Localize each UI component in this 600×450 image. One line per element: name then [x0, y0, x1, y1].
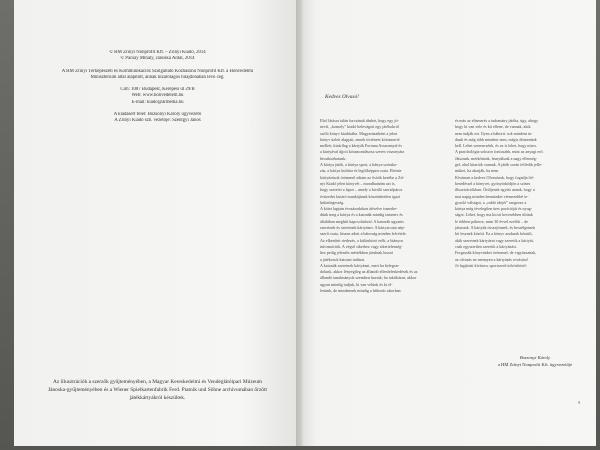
body-text-line: kit lesznek között. Ez a könyv azoknak készült, [455, 231, 533, 237]
body-text-line: Jó lapjárást kívánva, sportszerű üdvözlettel: [455, 262, 527, 268]
body-text-line: lenünk, de mindennek mindig a háborús sátorban [320, 288, 401, 294]
body-text-line: le többen pókerre, mint 30 évvel ezelőtt – de [455, 218, 529, 224]
body-text-line: ságot. Lehet, hogy ma kicsit kevesebben ültünk [455, 212, 533, 218]
body-text-line: gyaxló válságot, a „rabló idejét” szegezze a [455, 199, 527, 205]
body-text-line: információk. A végső sikerhez vagy sikertelenség- [320, 243, 403, 249]
body-text-line: nevű, „komoly” kiadó belevágott egy játékokról [320, 124, 399, 130]
body-text-line: és más az elismerés a tudomány játéka, úgy, ahogy [455, 118, 539, 123]
body-text-line: dünk meg a kártya és a katonák mindig izmentv és [320, 212, 403, 218]
imprint-line: Cím: 1087 Budapest, Kerepesi út 29/B [120, 87, 195, 93]
body-text-line: évtizedes kutató munkájának köszönhetően igazi [320, 193, 401, 199]
book-gutter [296, 0, 303, 446]
body-text-line: akik szeretnek kártyázni vagy szeretik a kártyát, [455, 237, 534, 243]
body-text-line: szerű csata, hiszen adott a bátorság minden felvétele. [320, 231, 407, 237]
body-text-line: különlegesség. [320, 199, 345, 205]
body-text-line: hivatkozhatunk. [320, 155, 347, 161]
body-text-line: kesedéssel a könyvet, gyönyörködjön a színes [455, 180, 531, 186]
signature-name: Bozsonyi Károly [519, 355, 551, 360]
body-text-line: szóló könyv kiadásába. Magyarázatként a jelen [320, 130, 398, 136]
body-text-line: Játszunk, mérkőzünk, lesnyúlunk a nagy ellenség- [455, 155, 538, 161]
body-text-line: csak egyszerűen szeretik a kártyázást. [455, 243, 517, 249]
body-text-line: a játékosok katonai tudásai. [320, 256, 366, 262]
imprint-line: © HM Zrínyi Nonprofit Kft. – Zrínyi Kiadó, 2014 [109, 50, 206, 55]
body-text-line: hez pedig jelentős mértékben járulnak hozzá [320, 250, 393, 256]
imprint-line: A HM Zrínyi Térképészeti és Kommunikációs Szolgáltató Közhasznú Nonprofit Kft. a Honvédelmi [61, 68, 254, 74]
body-text-line: kell. Lehet szerencsénk, és az is lehet, hogy nincs. [455, 143, 538, 149]
body-text-line: kártya még tévelegően üres pozícióját és nyug- [455, 206, 533, 212]
text-column-left [320, 118, 442, 294]
body-text-line: müket, ha akarják, ha nem. [455, 168, 500, 174]
imprint-line: Minisztérium által alapított, annak kizárólagos tulajdonában lévő cég. [90, 74, 225, 80]
body-text-line: könyv üzleti alapjait, ennek története közismerté [320, 136, 400, 142]
caption-line: játékkártyákról készültek. [129, 394, 186, 401]
imprint-line: Web: www.honvedelem.hu [131, 93, 184, 99]
signature-title: a HM Zrínyi Nonprofit Kft. ügyvezetője [497, 362, 573, 367]
body-text-line: hogy szeretet a lapot – amely a kiváló szerzőpáros [320, 187, 403, 193]
body-text-line: általában meghitt kapcsolatával. A katonák ugyanis [320, 218, 404, 224]
body-text-line: A kötet lapjain évszázadokon átívelve ismerke- [320, 206, 398, 212]
imprint-line: © Pacsay Mihály, Jánoska Antal, 2014 [120, 56, 195, 62]
greeting-heading: Kedves Olvasó! [325, 94, 359, 100]
body-text-line: gel, ahol kitartók vannak. A játék során felfedik jelle- [455, 162, 543, 168]
text-column-right [455, 118, 577, 269]
body-text-line: állandó tanulmányok szemben hoztak; ha taktikázni, akkor [320, 275, 417, 281]
body-text-line: nyi Kiadó jelen könyvét – mondhatnám azt is, [320, 180, 396, 186]
body-text-line: A kártya játék, a kártya sport, a kártya szórako- [320, 162, 398, 168]
body-text-line: mai napig minden bennünket vérmesebbé te- [455, 193, 529, 199]
body-text-line: Az elkezdett rtedezés, a különbözö erők, a hiányos [320, 237, 404, 243]
body-text-line: ugyan mindig tudjuk, ki van velünk és ki el- [320, 281, 393, 287]
body-text-line: A pszichológia sokszor fontosabb, mint az anyagi erő. [455, 149, 544, 155]
body-text-line: nem tudják ezt. Ilyen a háború: sok mindent tu- [455, 130, 533, 136]
body-text-line: Forgassák könyvünket örömmel, de vigyázzanak, [455, 250, 537, 256]
imprint-line: A kiadásért felel: Bozsonyi Károly ügyvezető [113, 112, 202, 118]
body-text-line: játszunk. A kártyák összejönnek, és beszélgetnek [455, 225, 536, 231]
body-text-line: mellett, kisúrílag a kártyák Fortuna Asszonnyal és [320, 143, 402, 149]
body-text-line: kártyázások örömmel adtam az ősöök kezébe a Zrí- [320, 174, 405, 180]
body-text-line: hogy ki van vele és kit ellene, de vannak, akik [455, 124, 531, 130]
imprint-line: E-mail: kiado@armedia.hu [131, 99, 184, 105]
body-text-line: Kívánom a kedves Olvasónak, hogy fogadja lel- [455, 174, 535, 180]
body-text-line: a kártyával újjoti köszmondásosa szeres viszonyára [320, 149, 405, 155]
caption-line: Jánoska-gyűjteményében és a Wiener Spielkartenfabrik Ferd. Piatnik und Söhne archívumában őrzött [48, 386, 267, 393]
page-number: 5 [578, 400, 581, 405]
body-text-line: szeretnek és szeretnek kártyázni. A kártyacsata nép- [320, 225, 405, 231]
body-text-line: zás, a kártya kultúra és legfőképpen csata. Eleinte [320, 168, 402, 174]
body-text-line: az olvasás ne mennyen a kártyázás rovására! [455, 256, 529, 262]
body-text-line: illusztrációkban. Örüljenek együtt annak, hogy a [455, 187, 535, 193]
caption-line: Az illusztrációk a szerzők gyűjteményében, a Magyar Kereskedelmi és Vendéglátóipari Múzeum [52, 379, 262, 385]
imprint-line: A Zrínyi Kiadó szb. vezetője: Szentgyi János [114, 118, 201, 124]
body-text-line: A katonák szeretnek kártyázni, mert ha belegon- [320, 262, 400, 268]
illustration-credits [30, 379, 285, 402]
body-text-line: Első látásra talán furcsának tűnhet, hogy egy jó- [320, 118, 399, 123]
body-text-line: dolunk, akkor lényegileg az állandó ellenfeleskedések és az [320, 269, 418, 275]
imprint-block [30, 50, 285, 125]
body-text-line: dunk és még több mindent nem, mégis döntenünk [455, 136, 537, 142]
signature-block [480, 354, 590, 368]
